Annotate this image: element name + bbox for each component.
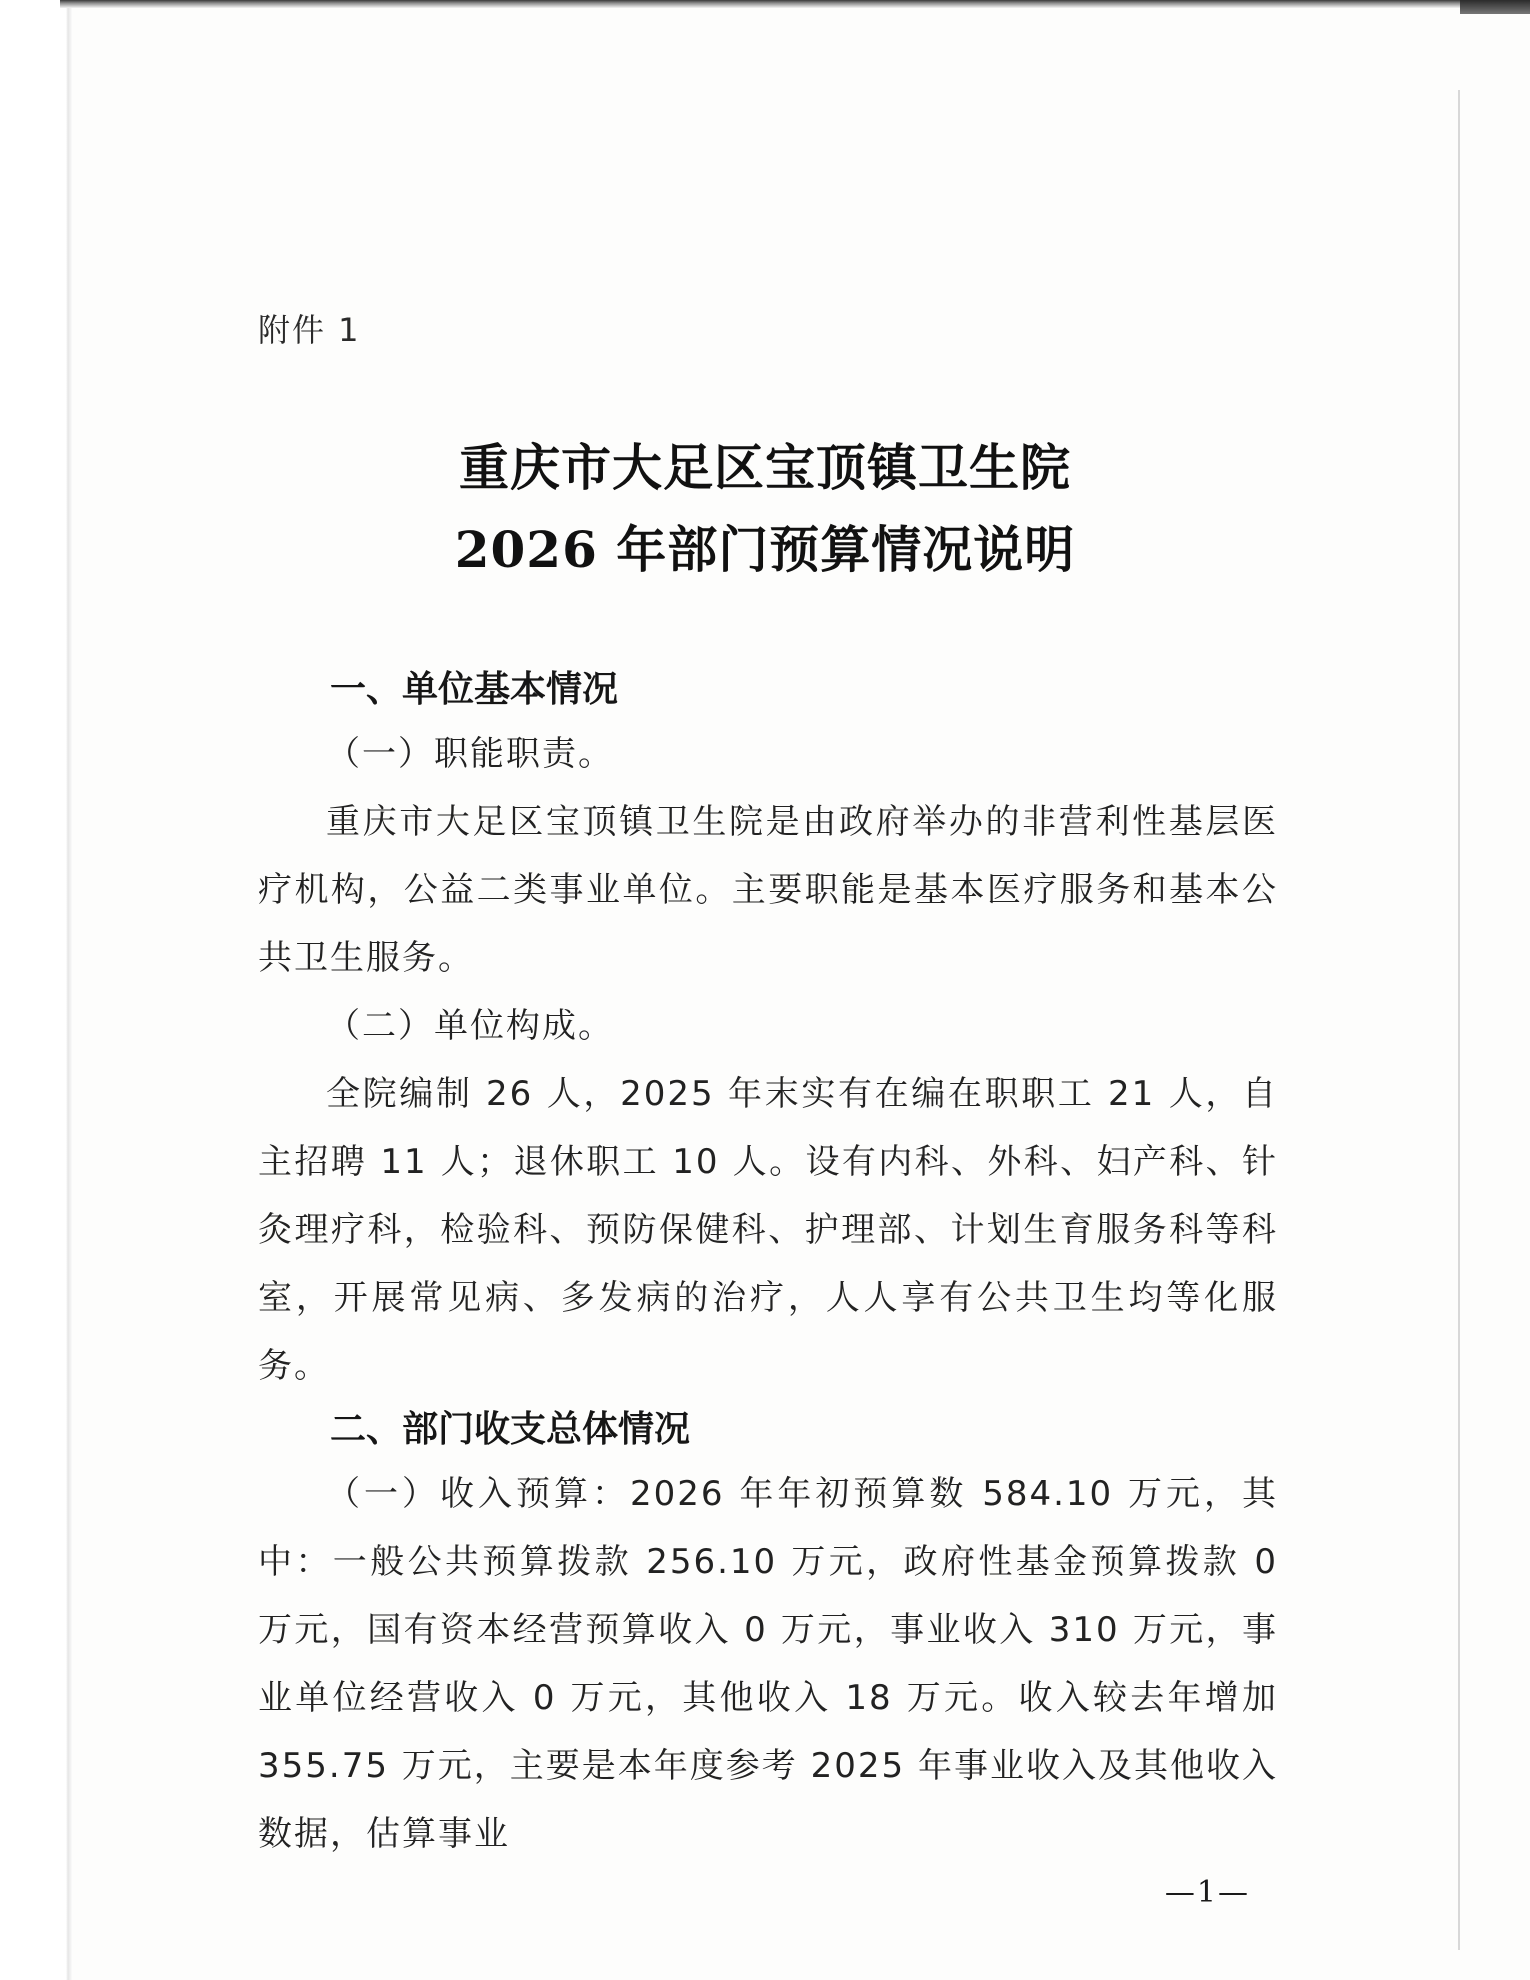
scan-edge-top [60,0,1460,8]
scan-corner [1460,0,1530,14]
document-title-line-2: 2026 年部门预算情况说明 [454,520,1076,579]
document-title-line-1: 重庆市大足区宝顶镇卫生院 [459,438,1071,497]
subsection-heading: （一）职能职责。 [326,734,614,774]
document-body [258,660,1278,1868]
section-heading: 二、部门收支总体情况 [330,1409,691,1450]
attachment-label: 附件 1 [258,311,361,349]
paragraph: 重庆市大足区宝顶镇卫生院是由政府举办的非营利性基层医疗机构，公益二类事业单位。主要职能是基本医疗服务和基本公共卫生服务。 [258,802,1278,978]
scan-edge-left [0,0,72,1980]
paragraph: （一）收入预算：2026 年年初预算数 584.10 万元，其中：一般公共预算拨款 256.10 万元，政府性基金预算拨款 0 万元，国有资本经营预算收入 0 万元，事业收入 310 万元，事业单位经营收入 0 万元，其他收入 18 万元。收入较去年增加 355.75 万元，主要是本年度参考 2025 年事业收入及其他收入数据，估算事业 [258,1474,1278,1854]
paragraph: 全院编制 26 人，2025 年末实有在编在职职工 21 人，自主招聘 11 人；退休职工 10 人。设有内科、外科、妇产科、针灸理疗科，检验科、预防保健科、护理部、计划生育服务科等科室，开展常见病、多发病的治疗，人人享有公共卫生均等化服务。 [258,1074,1278,1386]
section-heading: 一、单位基本情况 [330,669,619,710]
page-number: —1— [1164,1875,1250,1910]
subsection-heading: （二）单位构成。 [326,1006,614,1046]
scan-edge-right [1458,90,1460,1950]
